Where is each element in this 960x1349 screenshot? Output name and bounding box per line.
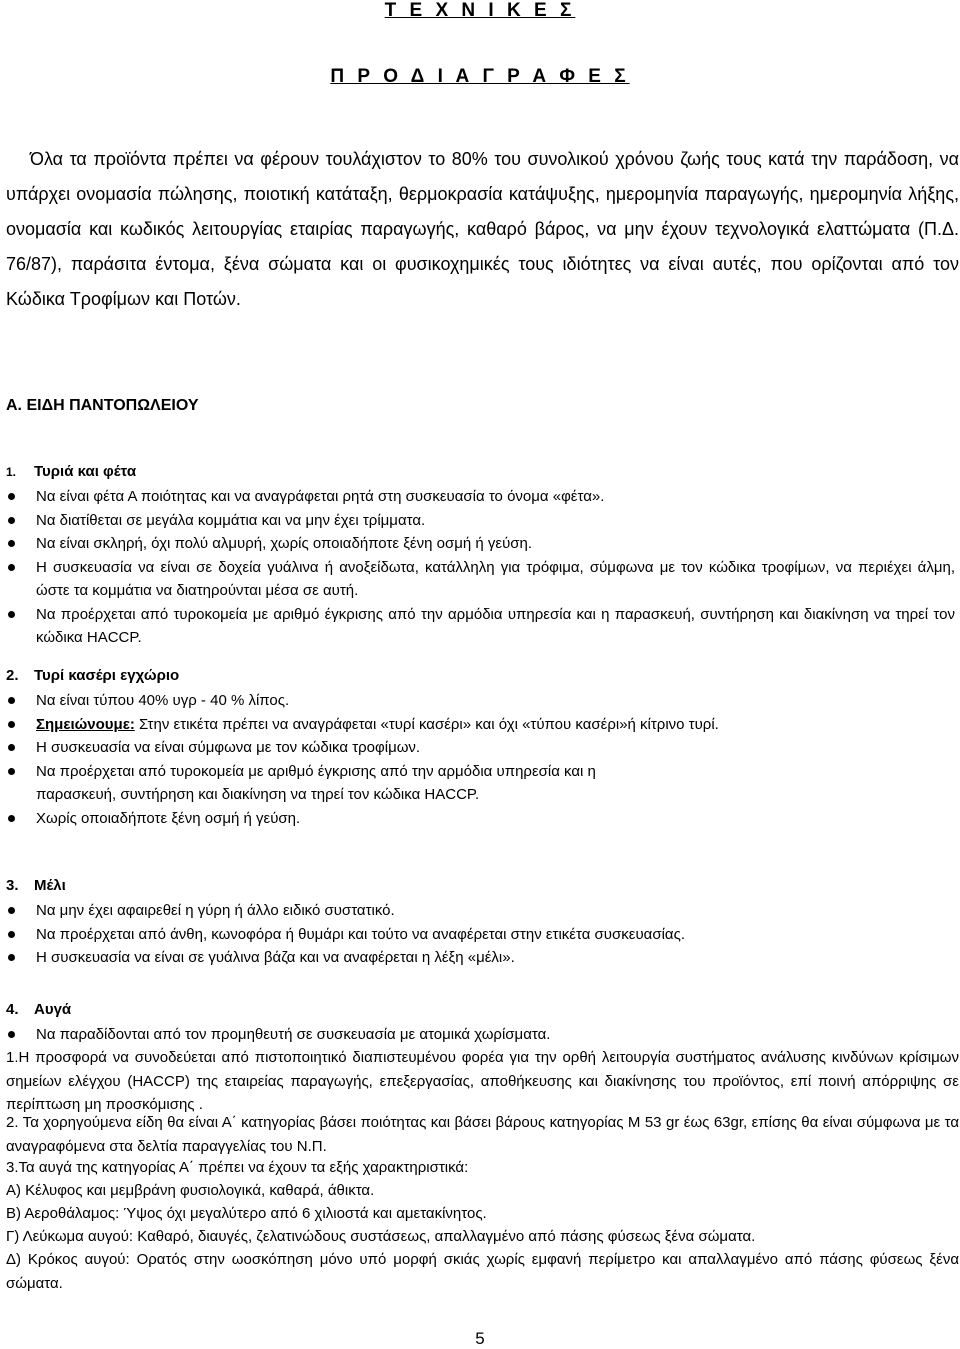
list-item: Να προέρχεται από τυροκομεία με αριθμό έγκρισης από την αρμόδια υπηρεσία και η παρασκευή, συντήρηση και διακίνηση να τηρεί τον κώδικα HACCP. bbox=[0, 603, 960, 650]
list-item: Η συσκευασία να είναι σε γυάλινα βάζα και να αναφέρεται η λέξη «μέλι». bbox=[0, 946, 960, 970]
section-3-heading bbox=[6, 876, 66, 896]
list-item: Να διατίθεται σε μεγάλα κομμάτια και να μην έχει τρίμματα. bbox=[0, 509, 960, 533]
section-1-heading bbox=[6, 462, 136, 482]
section-2-number: 2. bbox=[6, 667, 19, 684]
paragraph-4-b: Β) Αεροθάλαμος: Ύψος όχι μεγαλύτερο από 6 χιλιοστά και αμετακίνητος. bbox=[6, 1205, 487, 1222]
list-item: Να είναι σκληρή, όχι πολύ αλμυρή, χωρίς οποιαδήποτε ξένη οσμή ή γεύση. bbox=[0, 532, 960, 556]
paragraph-4-c: Γ) Λεύκωμα αυγού: Καθαρό, διαυγές, ζελατινώδους συστάσεως, απαλλαγμένο από πάσης φύσεως ξένα σώματα. bbox=[6, 1228, 756, 1245]
intro-paragraph: Όλα τα προϊόντα πρέπει να φέρουν τουλάχιστον το 80% του συνολικού χρόνου ζωής τους κατά την παράδοση, να υπάρχει ονομασία πώλησης, ποιοτική κατάταξη, θερμοκρασία κατάψυξης, ημερομηνία παραγωγής, ημερομηνία λήξης, ονομασία και κωδικός λειτουργίας εταιρίας παραγωγής, καθαρό βάρος, να μην έχουν τεχνολογικά ελαττώματα (Π.Δ. 76/87), παράσιτα έντομα, ξένα σώματα και οι φυσικοχημικές τους ιδιότητες να είναι αυτές, που ορίζονται από τον Κώδικα Τροφίμων και Ποτών. bbox=[6, 149, 959, 309]
section-1-list bbox=[0, 485, 960, 650]
list-item: Χωρίς οποιαδήποτε ξένη οσμή ή γεύση. bbox=[0, 807, 960, 831]
paragraph-4-1: 1.Η προσφορά να συνοδεύεται από πιστοποιητικό διαπιστευμένου φορέα για την ορθή λειτουργία συστήματος ανάλυσης κινδύνων κρίσιμων σημείων ελέγχου (HACCP) της εταιρείας παραγωγής, επεξεργασίας, αποθήκευσης και διακίνησης του προϊόντος, επί ποινή απόρριψης σε περίπτωση μη προσκόμισης . bbox=[6, 1049, 959, 1113]
page-number: 5 bbox=[475, 1329, 485, 1348]
paragraph-4-2: 2. Τα χορηγούμενα είδη θα είναι Α΄ κατηγορίας βάσει ποιότητας και βάσει βάρους κατηγορίας M 53 gr έως 63gr, επίσης θα είναι σύμφωνα με τα αναγραφόμενα στα δελτία παραγγελίας του Ν.Π. bbox=[6, 1114, 959, 1155]
section-2-heading bbox=[6, 666, 179, 686]
section-2-list bbox=[0, 689, 960, 830]
list-item: Να μην έχει αφαιρεθεί η γύρη ή άλλο ειδικό συστατικό. bbox=[0, 899, 960, 923]
note-label: Σημειώνουμε: bbox=[36, 715, 135, 733]
list-item-line: παρασκευή, συντήρηση και διακίνηση να τηρεί τον κώδικα HACCP. bbox=[36, 786, 480, 803]
list-item bbox=[0, 760, 960, 807]
section-3-number: 3. bbox=[6, 877, 19, 894]
section-heading-a: Α. ΕΙΔΗ ΠΑΝΤΟΠΩΛΕΙΟΥ bbox=[6, 397, 199, 414]
section-2-title: Τυρί κασέρι εγχώριο bbox=[34, 667, 180, 684]
section-1-number: 1. bbox=[6, 465, 17, 479]
list-item-line: Να προέρχεται από τυροκομεία με αριθμό έγκρισης από την αρμόδια υπηρεσία και η bbox=[36, 762, 596, 780]
note-text: Στην ετικέτα πρέπει να αναγράφεται «τυρί κασέρι» και όχι «τύπου κασέρι»ή κίτρινο τυρί. bbox=[134, 715, 719, 733]
section-4-title: Αυγά bbox=[34, 1001, 72, 1018]
section-4-heading bbox=[6, 1000, 71, 1020]
document-title: Τ Ε Χ Ν Ι Κ Ε Σ bbox=[384, 0, 576, 21]
list-item: Η συσκευασία να είναι σε δοχεία γυάλινα ή ανοξείδωτα, κατάλληλη για τρόφιμα, σύμφωνα με τον κώδικα τροφίμων, να περιέχει άλμη, ώστε τα κομμάτια να διατηρούνται μέσα σε αυτή. bbox=[0, 556, 960, 603]
section-3-list bbox=[0, 899, 960, 970]
list-item: Να είναι φέτα Α ποιότητας και να αναγράφεται ρητά στη συσκευασία το όνομα «φέτα». bbox=[0, 485, 960, 509]
list-item bbox=[0, 713, 960, 737]
paragraph-4-a: Α) Κέλυφος και μεμβράνη φυσιολογικά, καθαρά, άθικτα. bbox=[6, 1182, 375, 1199]
document-subtitle: Π Ρ Ο Δ Ι Α Γ Ρ Α Φ Ε Σ bbox=[330, 66, 630, 87]
list-item: Να παραδίδονται από τον προμηθευτή σε συσκευασία με ατομικά χωρίσματα. bbox=[0, 1023, 960, 1047]
paragraph-4-d: Δ) Κρόκος αυγού: Ορατός στην ωοσκόπηση μόνο υπό μορφή σκιάς χωρίς εμφανή περίμετρο και απαλλαγμένο από πάσης φύσεως ξένα σώματα. bbox=[6, 1251, 959, 1292]
section-3-title: Μέλι bbox=[34, 877, 66, 894]
section-4-list bbox=[0, 1023, 960, 1047]
section-1-title: Τυριά και φέτα bbox=[34, 463, 137, 480]
paragraph-4-3: 3.Τα αυγά της κατηγορίας Α΄ πρέπει να έχουν τα εξής χαρακτηριστικά: bbox=[6, 1159, 469, 1176]
list-item: Να προέρχεται από άνθη, κωνοφόρα ή θυμάρι και τούτο να αναφέρεται στην ετικέτα συσκευασίας. bbox=[0, 923, 960, 947]
list-item: Να είναι τύπου 40% υγρ - 40 % λίπος. bbox=[0, 689, 960, 713]
section-4-number: 4. bbox=[6, 1001, 19, 1018]
list-item: Η συσκευασία να είναι σύμφωνα με τον κώδικα τροφίμων. bbox=[0, 736, 960, 760]
